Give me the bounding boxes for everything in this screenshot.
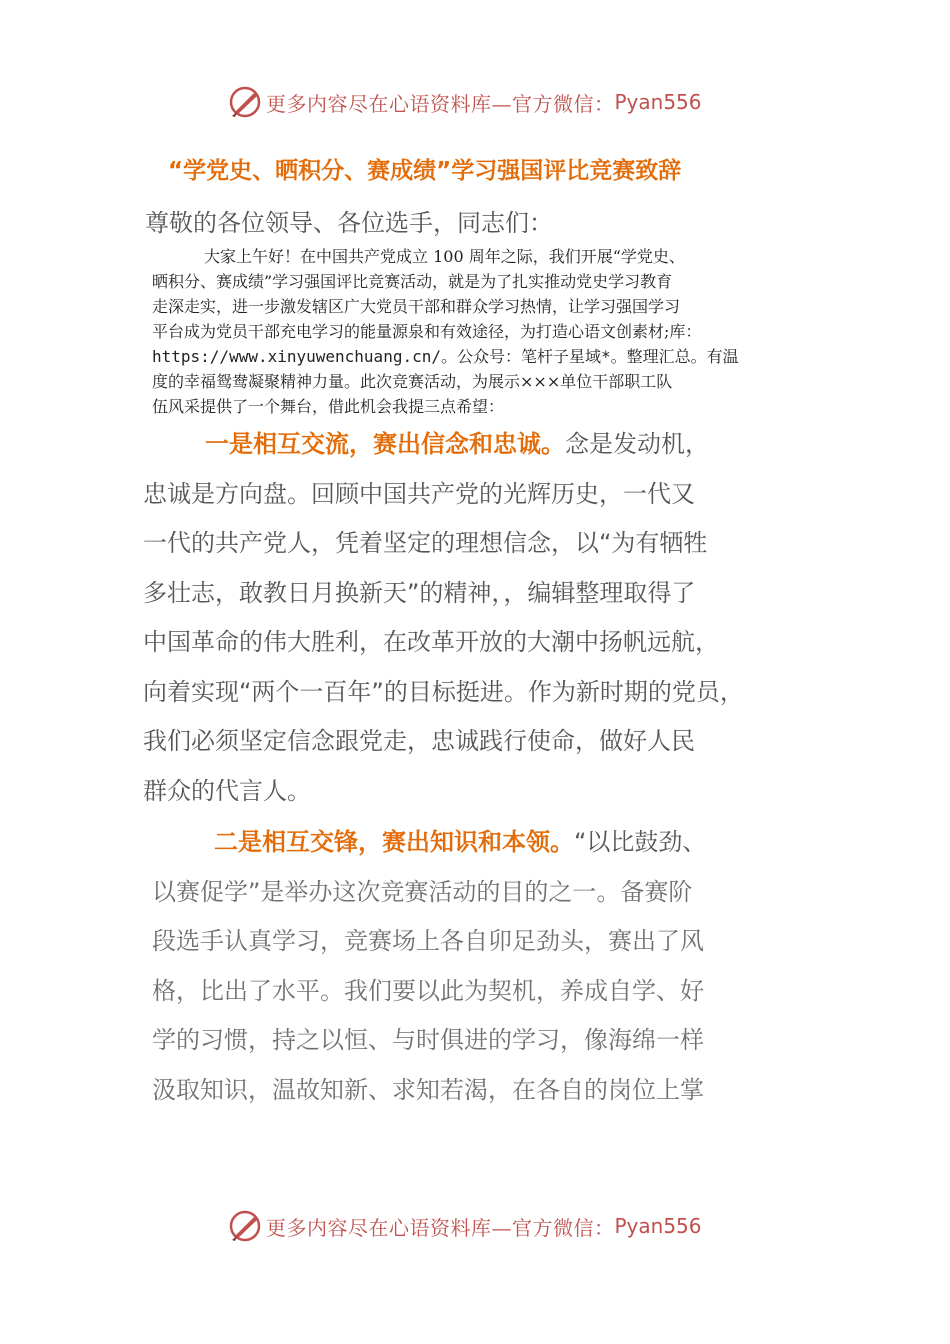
section-one-line: 群众的代言人。 <box>143 776 311 805</box>
section-one-line: 中国革命的伟大胜利，在改革开放的大潮中扬帆远航， <box>143 628 719 656</box>
section-two-line: 段选手认真学习，竞赛场上各自卯足劲头，赛出了风 <box>152 927 704 955</box>
intro-line: 伍风采提供了一个舞台，借此机会我提三点希望： <box>152 397 505 416</box>
banner-wechat-id: Pyan556 <box>614 90 702 114</box>
section-two-line: 格，比出了水平。我们要以此为契机，养成自学、好 <box>152 976 704 1005</box>
header-banner <box>228 82 728 122</box>
document-title: “学党史、晒积分、赛成绩”学习强国评比竞赛致辞 <box>168 158 682 184</box>
pen-logo-icon <box>228 85 262 119</box>
section-two <box>152 818 842 1115</box>
banner-wechat-id: Pyan556 <box>614 1214 702 1238</box>
intro-line: 走深走实，进一步激发辖区广大党员干部和群众学习热情，让学习强国学习 <box>152 297 681 316</box>
intro-paragraph <box>152 244 812 419</box>
intro-line: 大家上午好！在中国共产党成立 100 周年之际，我们开展“学党史、 <box>204 247 685 266</box>
section-two-first-line <box>152 818 842 868</box>
section-one <box>143 420 833 816</box>
banner-text: 更多内容尽在心语资料库—官方微信： <box>266 1215 615 1240</box>
intro-line: 度的幸福鸳鸯凝聚精神力量。此次竞赛活动，为展示×××单位干部职工队 <box>152 372 673 391</box>
section-two-line: 汲取知识，温故知新、求知若渴，在各自的岗位上掌 <box>152 1075 704 1104</box>
section-one-heading: 一是相互交流，赛出信念和忠诚。 <box>205 430 565 458</box>
intro-line-url: https://www.xinyuwenchuang.cn/。公众号：笔杆子星域*。整理汇总。有温 <box>152 347 739 366</box>
banner-text: 更多内容尽在心语资料库—官方微信： <box>266 91 615 116</box>
pen-logo-icon <box>228 1209 262 1243</box>
section-one-line: 一代的共产党人，凭着坚定的理想信念，以“为有牺牲 <box>143 529 708 557</box>
section-one-line: 多壮志，敢教日月换新天”的精神，，编辑整理取得了 <box>143 578 696 607</box>
intro-line: 晒积分、赛成绩”学习强国评比竞赛活动，就是为了扎实推动党史学习教育 <box>152 272 673 291</box>
footer-banner <box>228 1206 728 1246</box>
salutation: 尊敬的各位领导、各位选手，同志们： <box>145 209 553 237</box>
section-two-line: 以赛促学”是举办这次竞赛活动的目的之一。备赛阶 <box>152 877 693 906</box>
section-one-first-tail: 念是发动机， <box>565 430 709 458</box>
section-two-heading: 二是相互交锋，赛出知识和本领。 <box>214 828 574 856</box>
section-one-line: 忠诚是方向盘。回顾中国共产党的光辉历史，一代又 <box>143 479 695 508</box>
section-one-first-line <box>143 420 833 470</box>
section-two-line: 学的习惯，持之以恒、与时俱进的学习，像海绵一样 <box>152 1026 704 1054</box>
intro-line: 平台成为党员干部充电学习的能量源泉和有效途径，为打造心语文创素材;库： <box>152 322 702 341</box>
section-one-line: 向着实现“两个一百年”的目标挺进。作为新时期的党员， <box>143 677 744 706</box>
section-one-line: 我们必须坚定信念跟党走，忠诚践行使命，做好人民 <box>143 727 695 755</box>
section-two-first-tail: “以比鼓劲、 <box>574 828 707 856</box>
